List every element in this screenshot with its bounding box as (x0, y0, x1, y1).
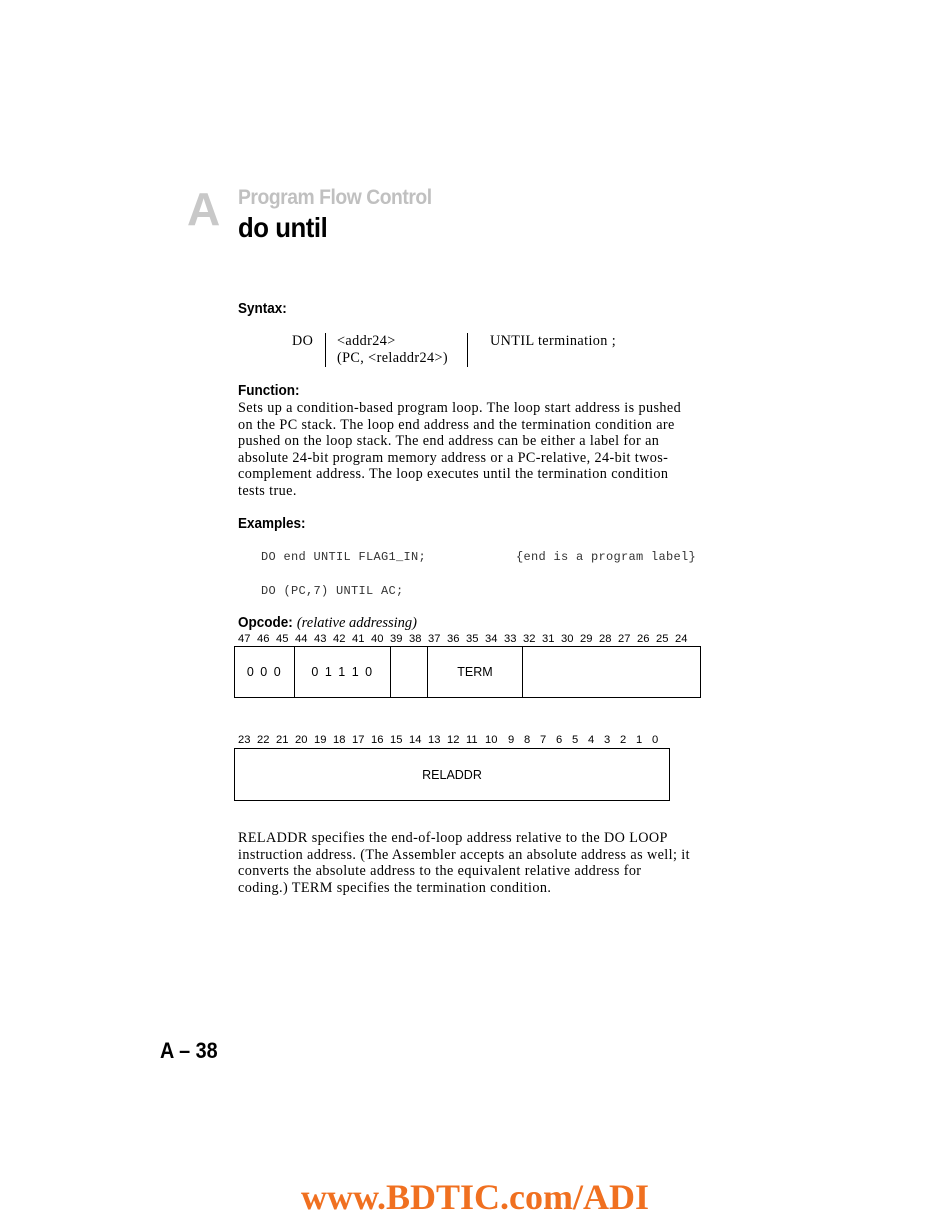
syntax-option-1: <addr24> (337, 333, 396, 349)
function-line: pushed on the loop stack. The end address can be either a label for an (238, 433, 660, 450)
bit-number: 40 (371, 633, 384, 645)
page-title: do until (238, 212, 328, 243)
lower-bit-numbers (0, 734, 950, 748)
bit-number: 0 (652, 734, 659, 746)
opcode-field-fixed: 0 0 0 (235, 647, 295, 697)
bit-number: 3 (604, 734, 611, 746)
bit-number: 34 (485, 633, 498, 645)
bit-number: 19 (314, 734, 327, 746)
opcode-qualifier: (relative addressing) (296, 615, 417, 631)
function-line: Sets up a condition-based program loop. The loop start address is pushed (238, 400, 682, 416)
syntax-keyword: DO (292, 333, 314, 349)
bit-number: 9 (508, 734, 515, 746)
footer-watermark: www.BDTIC.com/ADI (300, 1177, 649, 1217)
bit-number: 24 (675, 633, 688, 645)
bit-number: 21 (276, 734, 289, 746)
opcode-field-reladdr: RELADDR (422, 767, 482, 782)
bit-number: 33 (504, 633, 517, 645)
bit-number: 18 (333, 734, 346, 746)
bit-number: 43 (314, 633, 327, 645)
description-line: instruction address. (The Assembler accepts an absolute address as well; it (238, 846, 690, 863)
opcode-field-opcode: 0 1 1 1 0 (295, 647, 391, 697)
upper-bit-numbers (0, 633, 950, 647)
bit-number: 26 (637, 633, 650, 645)
bit-number: 1 (636, 734, 643, 746)
bit-number: 32 (523, 633, 536, 645)
section-title: Program Flow Control (238, 186, 432, 209)
bit-number: 44 (295, 633, 308, 645)
opcode-upper-box (234, 646, 701, 698)
bit-number: 31 (542, 633, 555, 645)
bit-number: 36 (447, 633, 460, 645)
bit-number: 10 (485, 734, 498, 746)
function-line: tests true. (238, 482, 297, 499)
bit-number: 35 (466, 633, 479, 645)
bit-number: 2 (620, 734, 627, 746)
bit-number: 39 (390, 633, 403, 645)
bit-number: 15 (390, 734, 403, 746)
bit-number: 38 (409, 633, 422, 645)
description-line: converts the absolute address to the equivalent relative address for (238, 863, 642, 880)
opcode-field-reladdr-high (523, 647, 700, 697)
function-heading: Function: (238, 382, 300, 399)
bit-number: 13 (428, 734, 441, 746)
bit-number: 37 (428, 633, 441, 645)
bit-number: 45 (276, 633, 289, 645)
bit-number: 25 (656, 633, 669, 645)
opcode-field-blank (391, 647, 428, 697)
syntax-bracket-right (467, 333, 468, 367)
bit-number: 28 (599, 633, 612, 645)
bit-number: 17 (352, 734, 365, 746)
bit-number: 5 (572, 734, 579, 746)
bit-number: 16 (371, 734, 384, 746)
bit-number: 29 (580, 633, 593, 645)
examples-heading: Examples: (238, 515, 306, 532)
syntax-bracket-left (325, 333, 326, 367)
function-line: on the PC stack. The loop end address and the termination condition are (238, 416, 675, 433)
bit-number: 47 (238, 633, 251, 645)
page-number: A – 38 (160, 1038, 218, 1063)
chapter-letter: A (187, 183, 220, 235)
example-1-code: DO end UNTIL FLAG1_IN; (261, 550, 427, 564)
bit-number: 30 (561, 633, 574, 645)
syntax-heading: Syntax: (238, 300, 287, 317)
description-line: RELADDR specifies the end-of-loop address relative to the DO LOOP (238, 830, 668, 846)
example-2-code: DO (PC,7) UNTIL AC; (261, 584, 404, 598)
example-1-comment: {end is a program label} (516, 550, 697, 564)
function-line: absolute 24-bit program memory address or a PC-relative, 24-bit twos- (238, 449, 669, 466)
opcode-lower-box (234, 748, 670, 801)
bit-number: 4 (588, 734, 595, 746)
bit-number: 27 (618, 633, 631, 645)
opcode-heading-row (238, 614, 417, 632)
bit-number: 6 (556, 734, 563, 746)
bit-number: 8 (524, 734, 531, 746)
bit-number: 42 (333, 633, 346, 645)
bit-number: 11 (466, 734, 478, 746)
opcode-field-term: TERM (428, 647, 523, 697)
description-text (238, 830, 768, 896)
bit-number: 7 (540, 734, 547, 746)
function-text (238, 400, 758, 500)
syntax-option-2: (PC, <reladdr24>) (337, 350, 449, 366)
bit-number: 41 (352, 633, 365, 645)
bit-number: 46 (257, 633, 270, 645)
opcode-heading: Opcode: (238, 614, 293, 631)
bit-number: 22 (257, 734, 270, 746)
description-line: coding.) TERM specifies the termination condition. (238, 879, 552, 896)
bit-number: 20 (295, 734, 308, 746)
syntax-suffix: UNTIL termination ; (490, 333, 617, 349)
bit-number: 12 (447, 734, 460, 746)
function-line: complement address. The loop executes until the termination condition (238, 466, 669, 483)
bit-number: 23 (238, 734, 251, 746)
bit-number: 14 (409, 734, 422, 746)
